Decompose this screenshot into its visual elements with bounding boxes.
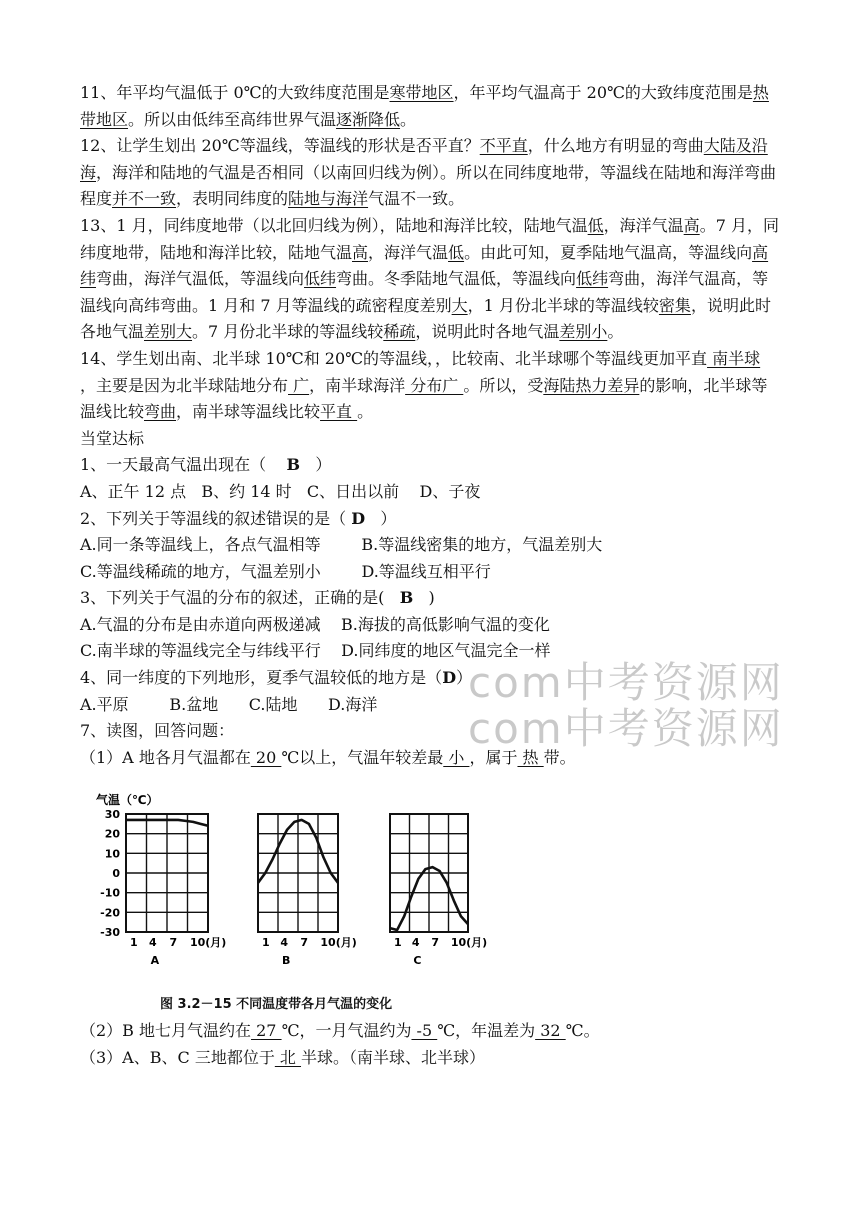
mc-question-4: 4、同一纬度的下列地形，夏季气温较低的地方是（D） — [80, 668, 473, 688]
panel-label-B: B — [282, 954, 291, 967]
question-11: 11、年平均气温低于 0℃的大致纬度范围是寒带地区，年平均气温高于 20℃的大致纬度范围是热带地区。所以由低纬至高纬世界气温逐渐降低。 — [80, 83, 769, 129]
mc-answer: B — [399, 588, 414, 608]
chart-caption: 图 3.2－15 不同温度带各月气温的变化 — [160, 997, 393, 1012]
x-tick-label: 10(月) — [189, 936, 227, 949]
y-tick-label: -20 — [100, 906, 120, 920]
mc-options-2a: A.同一条等温线上，各点气温相等 B.等温线密集的地方，气温差别大 — [80, 535, 603, 555]
y-axis-label: 气温（℃） — [96, 793, 159, 807]
x-tick-label: 1 — [130, 936, 138, 949]
question-7-part-1: （1）A 地各月气温都在 20 ℃以上，气温年较差最 小 ，属于 热 带。 — [80, 747, 576, 767]
panel-label-C: C — [413, 954, 422, 967]
mc-options-1: A、正午 12 点 B、约 14 时 C、日出以前 D、子夜 — [80, 481, 481, 501]
section-title: 当堂达标 — [80, 428, 145, 448]
y-tick-label: -30 — [100, 926, 120, 939]
mc-options-2b: C.等温线稀疏的地方，气温差别小 D.等温线互相平行 — [80, 561, 491, 581]
question-14: 14、学生划出南、北半球 10℃和 20℃的等温线，，比较南、北半球哪个等温线更加平直 南半球 ，主要是因为北半球陆地分布 广，南半球海洋 分布广 。所以，受海陆热力差异的影响，北半球等温线比较弯曲，南半球等温线比较平直 。 — [80, 348, 768, 422]
mc-question-3: 3、下列关于气温的分布的叙述，正确的是( B ) — [80, 588, 435, 608]
mc-question-1: 1、一天最高气温出现在（ B ） — [80, 455, 332, 475]
x-tick-label: 4 — [148, 936, 157, 949]
question-13: 13、1 月，同纬度地带（以北回归线为例），陆地和海洋比较，陆地气温低，海洋气温高。7 月，同纬度地带，陆地和海洋比较，陆地气温高，海洋气温低。由此可知，夏季陆地气温高，等温线向高纬弯曲，海洋气温低，等温线向低纬弯曲。冬季陆地气温低，等温线向低纬弯曲，海洋气温高，等温线向高纬弯曲。1 月和 7 月等温线的疏密程度差别大，1 月份北半球的等温线较密集，说明此时各地气温差别大。7 月份北半球的等温线较稀疏，说明此时各地气温差别小。 — [80, 215, 779, 342]
y-tick-label: 0 — [112, 867, 120, 880]
temperature-charts — [90, 790, 490, 1010]
x-tick-label: 7 — [300, 936, 309, 949]
mc-question-2: 2、下列关于等温线的叙述错误的是（ D ） — [80, 508, 397, 528]
y-tick-label: 30 — [104, 808, 120, 821]
x-tick-label: 4 — [411, 936, 420, 949]
mc-options-4: A.平原 B.盆地 C.陆地 D.海洋 — [80, 694, 378, 714]
mc-answer: D — [351, 508, 366, 528]
mc-options-3a: A.气温的分布是由赤道向两极递减 B.海拔的高低影响气温的变化 — [80, 614, 550, 634]
question-7-part-3: （3）A、B、C 三地都位于 北 半球。（南半球、北半球） — [80, 1047, 486, 1067]
x-tick-label: 10(月) — [450, 936, 488, 949]
question-12: 12、让学生划出 20℃等温线，等温线的形状是否平直？不平直，什么地方有明显的弯曲大陆及沿海，海洋和陆地的气温是否相同（以南回归线为例）。所以在同纬度地带，等温线在陆地和海洋弯曲程度并不一致，表明同纬度的陆地与海洋气温不一致。 — [80, 136, 777, 209]
question-7-parts — [80, 1018, 780, 1071]
x-tick-label: 1 — [394, 936, 402, 949]
y-tick-label: 10 — [104, 847, 120, 861]
x-tick-label: 4 — [280, 936, 289, 949]
x-tick-label: 1 — [262, 936, 270, 949]
y-tick-label: -10 — [100, 886, 120, 900]
mc-answer: B — [286, 455, 301, 475]
mc-options-3b: C.南半球的等温线完全与纬线平行 D.同纬度的地区气温完全一样 — [80, 641, 551, 661]
panel-label-A: A — [150, 954, 160, 967]
question-7-part-2: （2）B 地七月气温约在 27 ℃，一月气温约为 -5 ℃，年温差为 32 ℃。 — [80, 1021, 600, 1040]
x-tick-label: 10(月) — [320, 936, 357, 949]
y-tick-label: 20 — [104, 827, 120, 841]
mc-answer: D — [442, 668, 457, 688]
watermark: com中考资源网 com中考资源网 — [468, 658, 784, 753]
question-7-title: 7、读图，回答问题： — [80, 721, 235, 741]
x-tick-label: 7 — [169, 936, 178, 949]
x-tick-label: 7 — [431, 936, 439, 949]
